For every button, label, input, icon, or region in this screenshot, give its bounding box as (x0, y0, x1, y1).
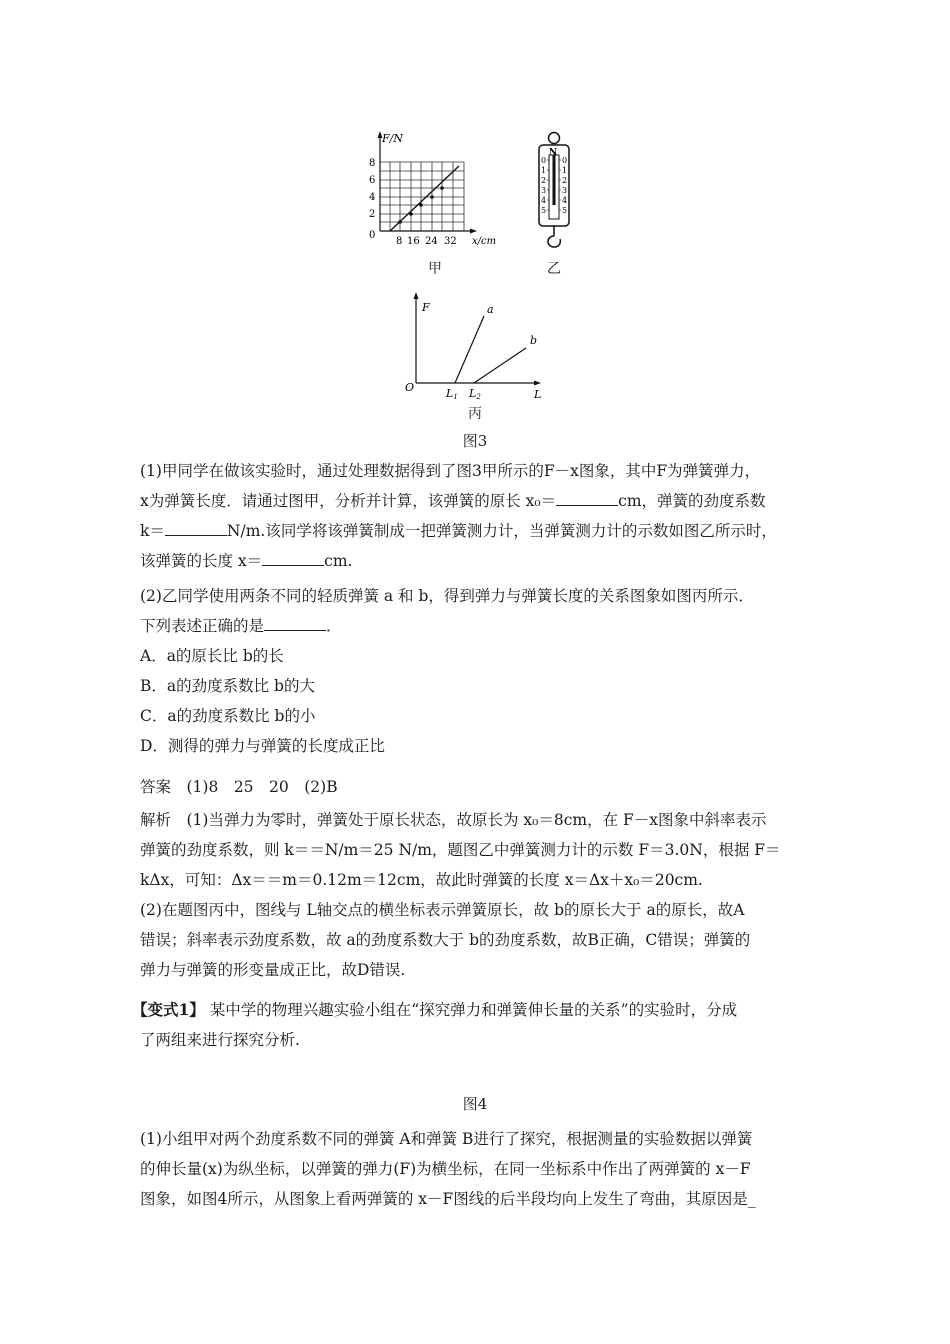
y-tick: 4 (369, 192, 376, 203)
data-point (398, 220, 402, 224)
x-axis-label: x/cm (472, 236, 497, 247)
x-tick: 16 (407, 236, 420, 247)
variant-1 (132, 995, 812, 1055)
option-b[interactable]: B．a的劲度系数比 b的大 (140, 677, 315, 695)
scale-tick: 4 (541, 196, 547, 205)
data-point (440, 186, 444, 190)
option-a[interactable]: A．a的原长比 b的长 (140, 647, 284, 665)
variant-line: 【变式1】 某中学的物理兴趣实验小组在“探究弹力和弹簧伸长量的关系”的实验时，分成 (132, 1000, 738, 1019)
q1-line: k＝ N/m.该同学将该弹簧制成一把弹簧测力计，当弹簧测力计的示数如图乙所示时， (140, 516, 820, 546)
q1-line: (1)甲同学在做该实验时，通过处理数据得到了图3甲所示的F－x图象，其中F为弹簧弹力， (140, 462, 761, 480)
question-1 (140, 456, 820, 576)
x-tick: 8 (396, 236, 403, 247)
analysis-line: 弹簧的劲度系数，则 k＝＝N/m＝25 N/m，题图乙中弹簧测力计的示数 F＝3.0N，根据 F＝ (140, 841, 781, 859)
scale-tick: 2 (541, 176, 547, 185)
origin-label: O (405, 381, 415, 394)
data-point (419, 203, 423, 207)
option-d[interactable]: D．测得的弹力与弹簧的长度成正比 (140, 737, 385, 755)
qv-line: 的伸长量(x)为纵坐标，以弹簧的弹力(F)为横坐标，在同一坐标系中作出了两弹簧的 x－F (140, 1160, 751, 1178)
answer: 答案 (1)8 25 20 (2)B (140, 778, 338, 796)
l2-label: L2 (469, 387, 481, 401)
line-a (455, 316, 484, 383)
graph-bing (400, 290, 560, 406)
hook-icon (548, 236, 560, 247)
line-a-label: a (487, 303, 494, 316)
answer-blank[interactable] (264, 612, 326, 631)
scale-tick: 0 (562, 156, 568, 165)
x-tick: 24 (425, 236, 438, 247)
option-c[interactable]: C．a的劲度系数比 b的小 (140, 707, 316, 725)
y-tick: 6 (369, 175, 376, 186)
q2-line: (2)乙同学使用两条不同的轻质弹簧 a 和 b，得到弹力与弹簧长度的关系图象如图丙所示． (140, 587, 754, 605)
scale-tick: 1 (562, 166, 568, 175)
answer-blank[interactable] (165, 517, 227, 536)
x-axis-label: L (534, 388, 542, 401)
line-b (474, 348, 526, 383)
analysis-line: kΔx，可知：Δx＝＝m＝0.12m＝12cm，故此时弹簧的长度 x＝Δx＋x₀＝20cm. (140, 871, 703, 889)
figure4-title: 图4 (462, 1095, 488, 1113)
y-tick: 0 (369, 230, 376, 241)
caption-yi: 乙 (547, 261, 561, 277)
y-tick: 2 (369, 209, 376, 220)
scale-tick: 5 (541, 206, 547, 215)
answer-blank[interactable] (262, 547, 324, 566)
qv-line: (1)小组甲对两个劲度系数不同的弹簧 A和弹簧 B进行了探究，根据测量的实验数据以弹簧 (140, 1130, 753, 1148)
qv-line: 图象，如图4所示，从图象上看两弹簧的 x－F图线的后半段均向上发生了弯曲，其原因是_ (140, 1190, 756, 1208)
q2-line: 下列表述正确的是 ． (140, 611, 820, 641)
variant-line: 了两组来进行探究分析. (140, 1031, 300, 1049)
question-2 (140, 581, 820, 761)
scale-tick: 1 (541, 166, 547, 175)
y-axis-label: F/N (382, 132, 403, 145)
spring-scale (528, 130, 580, 258)
scale-tick: 4 (562, 196, 568, 205)
l1-label: L1 (446, 387, 458, 401)
scale-tick: 5 (562, 206, 568, 215)
analysis-line: 弹力与弹簧的形变量成正比，故D错误. (140, 961, 406, 979)
scale-tick: 3 (541, 186, 547, 195)
scale-tick: 0 (541, 156, 547, 165)
y-axis-label: F (422, 301, 430, 314)
unit-letter: N (549, 148, 558, 158)
analysis-line: 错误；斜率表示劲度系数，故 a的劲度系数大于 b的劲度系数，故B正确，C错误；弹簧的 (140, 931, 751, 949)
data-point (430, 195, 434, 199)
question-variant-1 (140, 1124, 820, 1214)
figure3-title: 图3 (462, 432, 488, 450)
line-b-label: b (530, 334, 538, 347)
graph-jia (360, 128, 510, 248)
data-point (409, 212, 413, 216)
q1-line: x为弹簧长度．请通过图甲，分析并计算，该弹簧的原长 x₀＝ cm，弹簧的劲度系数 (140, 486, 820, 516)
analysis-line: (2)在题图丙中，图线与 L轴交点的横坐标表示弹簧原长，故 b的原长大于 a的原长，故A (140, 901, 745, 919)
variant-tag: 【变式1】 (132, 1000, 205, 1019)
caption-jia: 甲 (428, 261, 442, 277)
scale-tick: 3 (562, 186, 568, 195)
y-tick: 8 (369, 158, 376, 169)
analysis (140, 805, 820, 985)
scale-tick: 2 (562, 176, 568, 185)
x-tick: 32 (444, 236, 457, 247)
q1-line: 该弹簧的长度 x＝ cm. (140, 546, 820, 576)
answer-blank[interactable] (556, 487, 618, 506)
analysis-line: 解析 (1)当弹力为零时，弹簧处于原长状态，故原长为 x₀＝8cm，在 F－x图象中斜率表示 (140, 811, 767, 829)
caption-bing: 丙 (468, 406, 482, 422)
